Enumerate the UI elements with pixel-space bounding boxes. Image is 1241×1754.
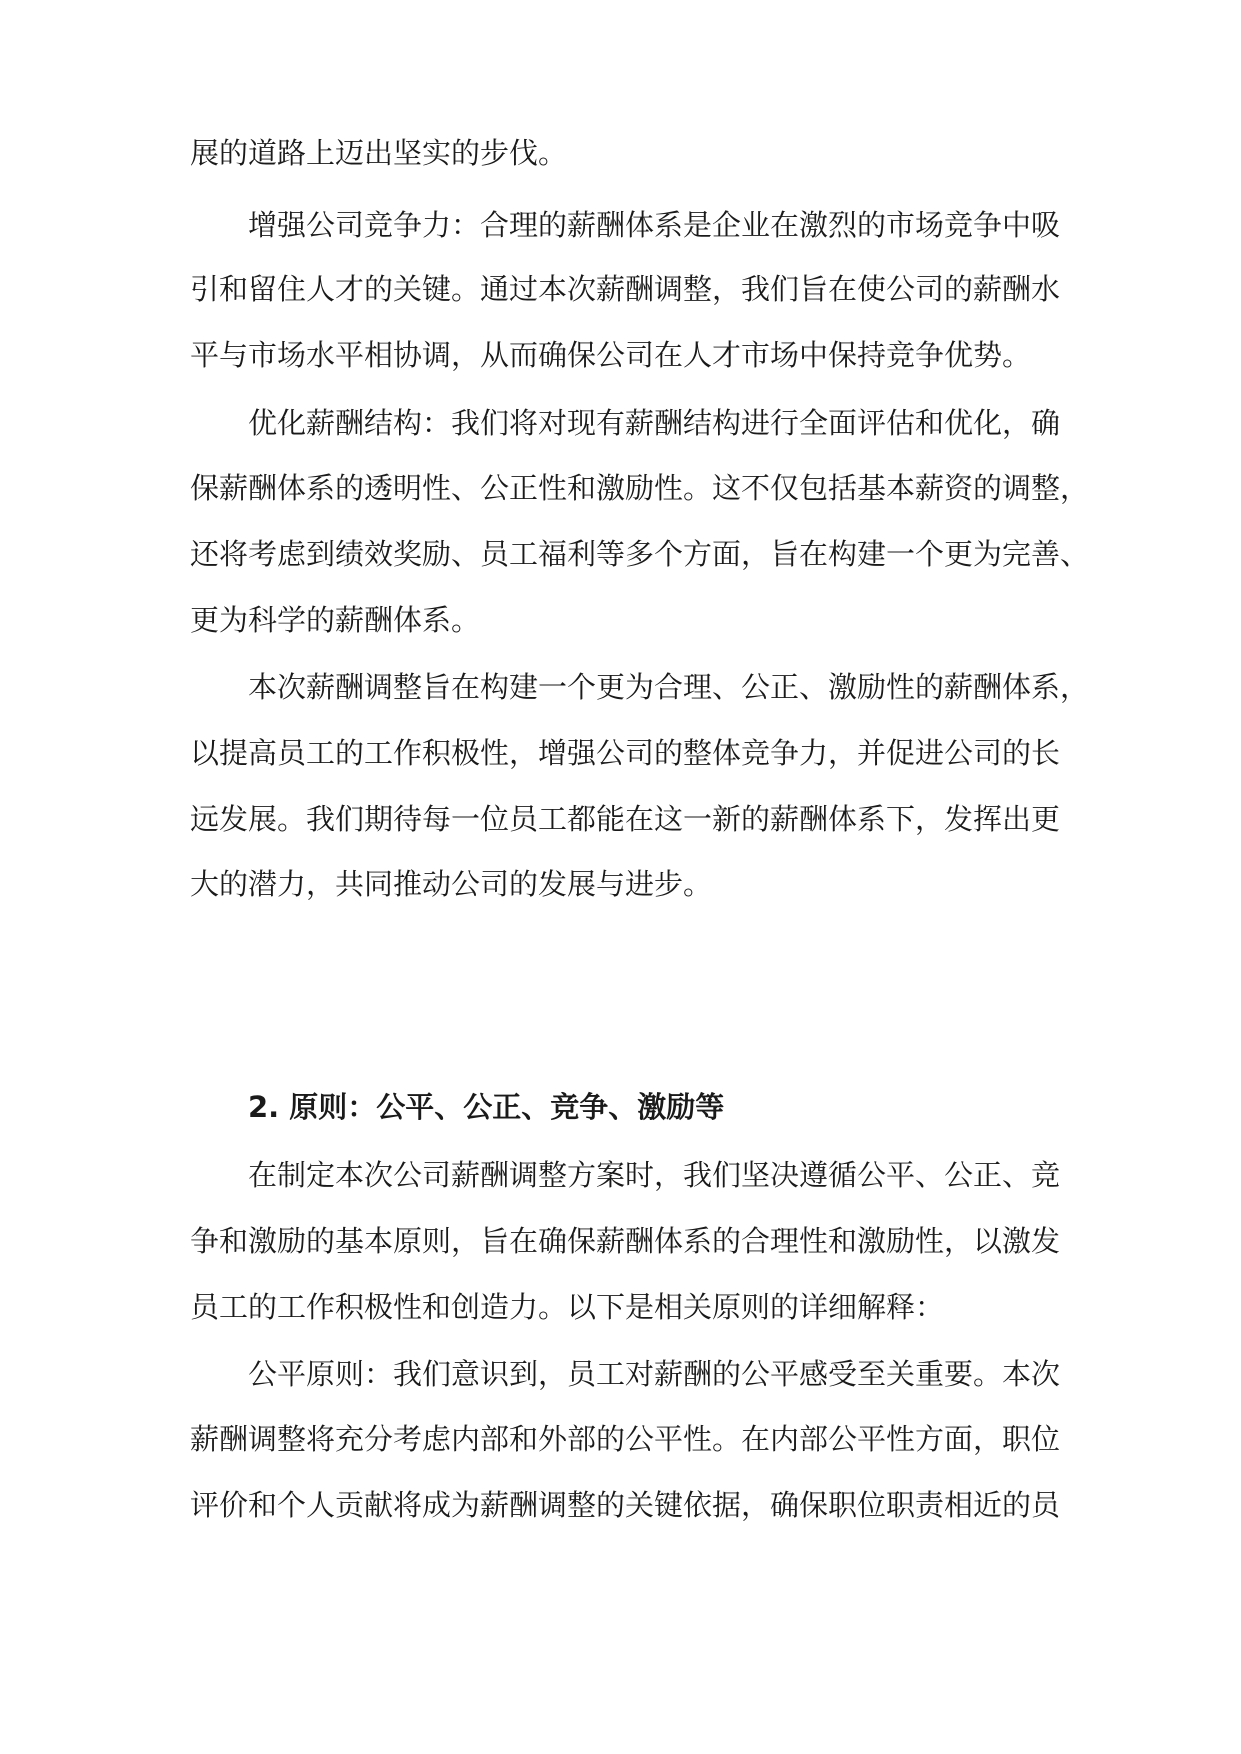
paragraph-line: 本次薪酬调整旨在构建一个更为合理、公正、激励性的薪酬体系， xyxy=(248,670,1090,704)
paragraph-line: 展的道路上迈出坚实的步伐。 xyxy=(190,136,568,170)
paragraph-line: 以提高员工的工作积极性，增强公司的整体竞争力，并促进公司的长 xyxy=(190,736,1061,770)
paragraph-line: 在制定本次公司薪酬调整方案时，我们坚决遵循公平、公正、竞 xyxy=(248,1158,1061,1192)
paragraph-line: 员工的工作积极性和创造力。以下是相关原则的详细解释： xyxy=(190,1290,945,1324)
paragraph-line: 优化薪酬结构：我们将对现有薪酬结构进行全面评估和优化，确 xyxy=(248,406,1061,440)
paragraph-line: 薪酬调整将充分考虑内部和外部的公平性。在内部公平性方面，职位 xyxy=(190,1422,1061,1456)
paragraph-line: 引和留住人才的关键。通过本次薪酬调整，我们旨在使公司的薪酬水 xyxy=(190,272,1061,306)
paragraph-line: 平与市场水平相协调，从而确保公司在人才市场中保持竞争优势。 xyxy=(190,338,1032,372)
paragraph-line: 增强公司竞争力：合理的薪酬体系是企业在激烈的市场竞争中吸 xyxy=(248,208,1061,242)
paragraph-line: 保薪酬体系的透明性、公正性和激励性。这不仅包括基本薪资的调整， xyxy=(190,471,1090,505)
paragraph-line: 公平原则：我们意识到，员工对薪酬的公平感受至关重要。本次 xyxy=(248,1357,1061,1391)
paragraph-line: 远发展。我们期待每一位员工都能在这一新的薪酬体系下，发挥出更 xyxy=(190,802,1061,836)
paragraph-line: 大的潜力，共同推动公司的发展与进步。 xyxy=(190,867,713,901)
paragraph-line: 评价和个人贡献将成为薪酬调整的关键依据，确保职位职责相近的员 xyxy=(190,1488,1061,1522)
section-heading: 2. 原则：公平、公正、竞争、激励等 xyxy=(248,1090,725,1124)
paragraph-line: 还将考虑到绩效奖励、员工福利等多个方面，旨在构建一个更为完善、 xyxy=(190,537,1090,571)
paragraph-line: 更为科学的薪酬体系。 xyxy=(190,603,481,637)
paragraph-line: 争和激励的基本原则，旨在确保薪酬体系的合理性和激励性，以激发 xyxy=(190,1224,1061,1258)
